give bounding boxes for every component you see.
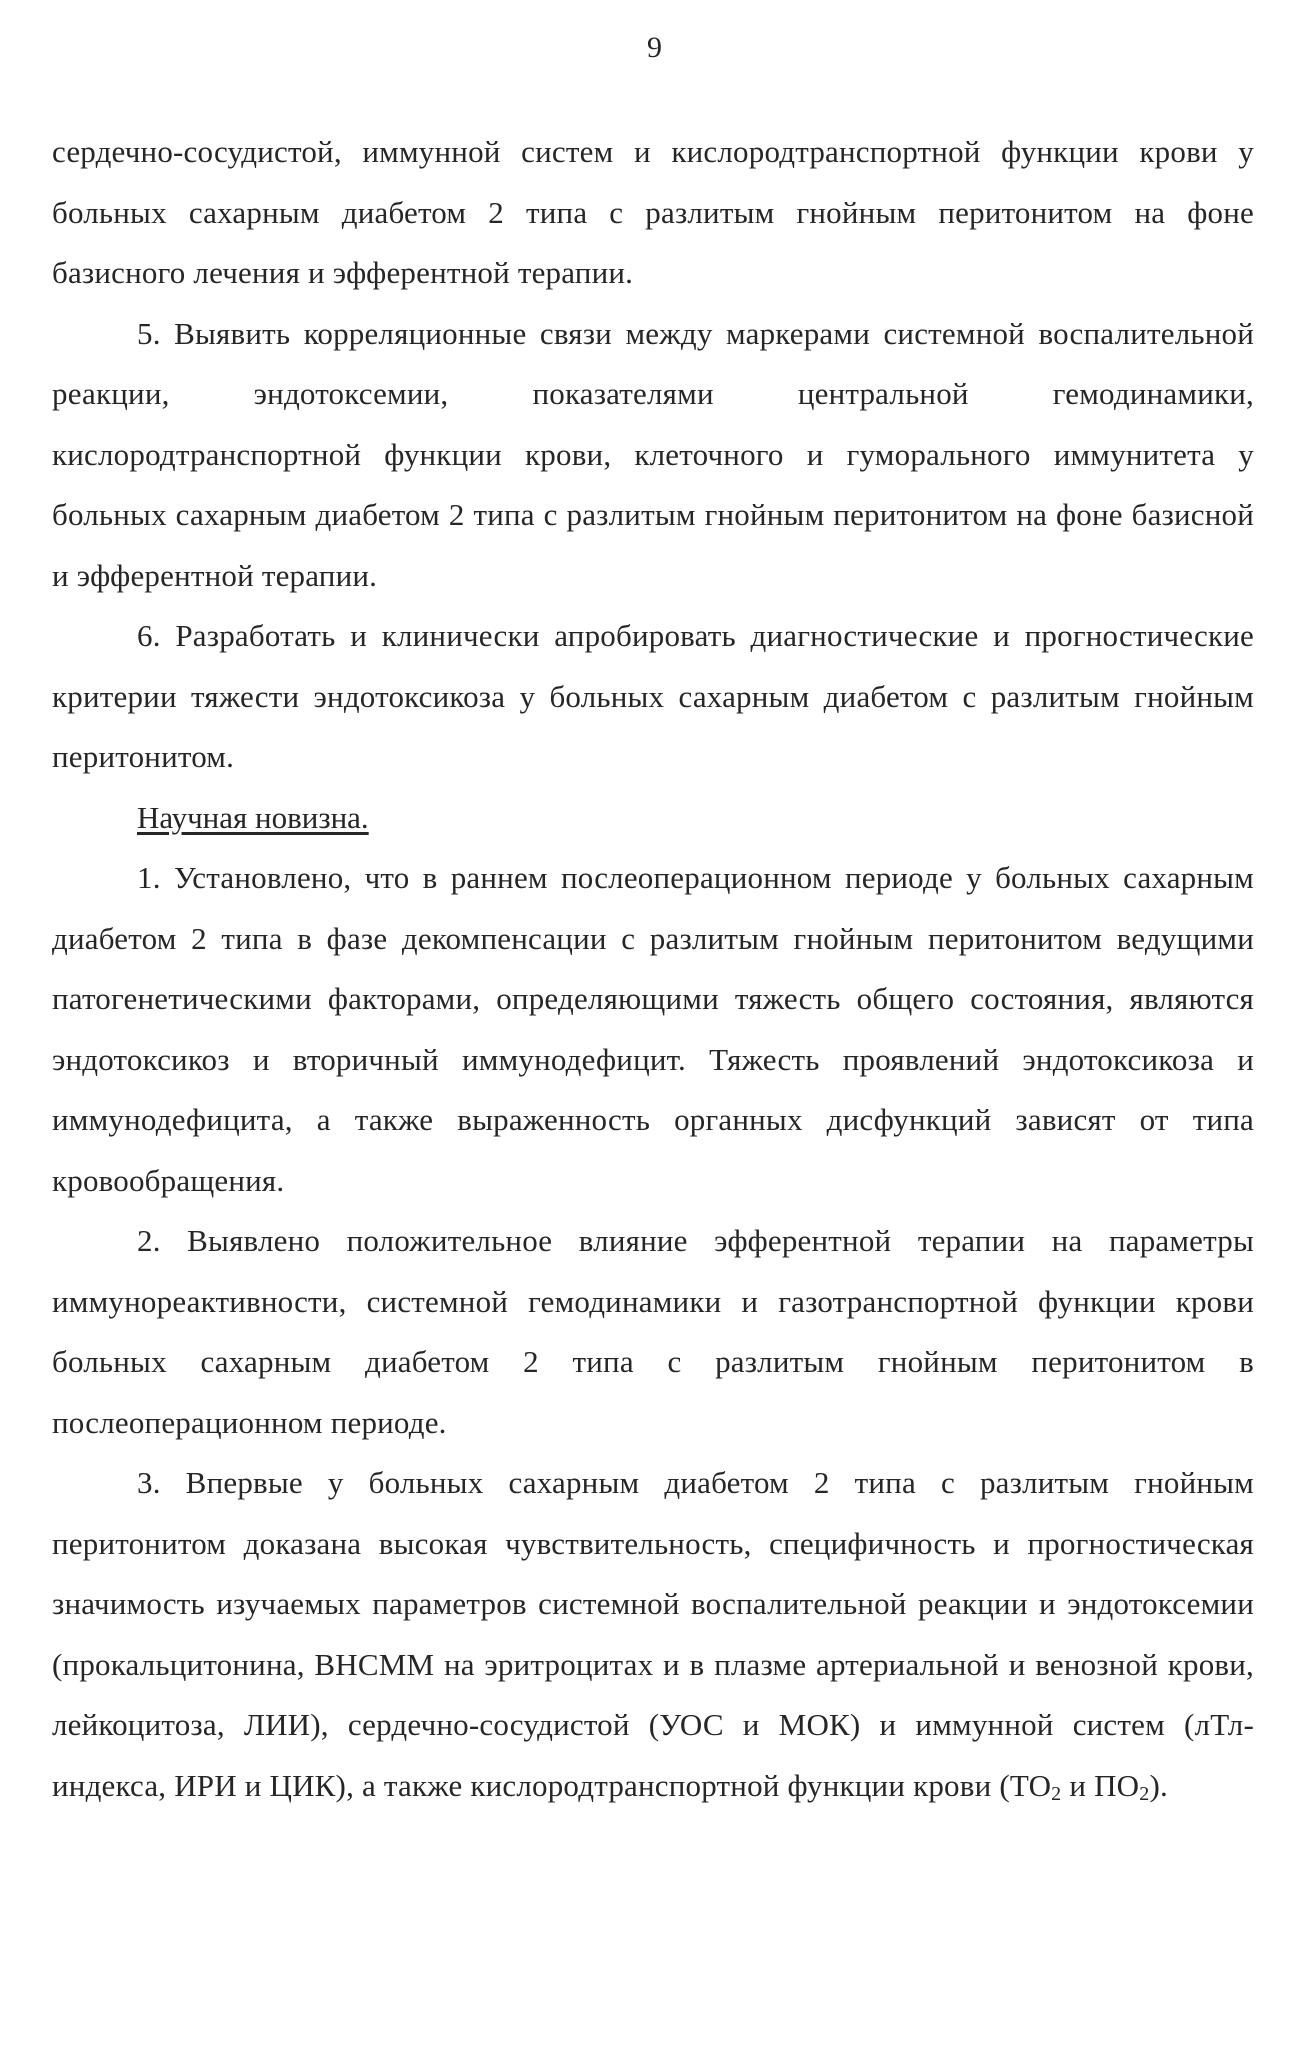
subscript-2: 2	[1051, 1782, 1062, 1805]
subscript-2: 2	[1139, 1782, 1150, 1805]
page-number: 9	[647, 31, 662, 64]
paragraph-task-5: 5. Выявить корреляционные связи между маркерами системной воспалительной реакции, эндотоксемии, показателями центральной гемодинамики, кислородтранспортной функции крови, клеточного и гуморального иммунитета у больных сахарным диабетом 2 типа с разлитым гнойным перитонитом на фоне базисной и эфферентной терапии.	[52, 315, 1254, 593]
paragraph-novelty-3	[52, 1453, 1254, 1816]
paragraph-task-6: 6. Разработать и клинически апробировать диагностические и прогностические критерии тяжести эндотоксикоза у больных сахарным диабетом с разлитым гнойным перитонитом.	[52, 618, 1254, 774]
paragraph-novelty-1: 1. Установлено, что в раннем послеоперационном периоде у больных сахарным диабетом 2 типа в фазе декомпенсации с разлитым гнойным перитонитом ведущими патогенетическими факторами, определяющими тяжесть общего состояния, являются эндотоксикоз и вторичный иммунодефицит. Тяжесть проявлений эндотоксикоза и иммунодефицита, а также выраженность органных дисфункций зависят от типа кровообращения.	[52, 860, 1254, 1198]
paragraph-novelty-2: 2. Выявлено положительное влияние эфферентной терапии на параметры иммунореактивности, системной гемодинамики и газотранспортной функции крови больных сахарным диабетом 2 типа с разлитым гнойным перитонитом в послеоперационном периоде.	[52, 1223, 1254, 1440]
novelty-3-text: 3. Впервые у больных сахарным диабетом 2 типа с разлитым гнойным перитонитом доказана высокая чувствительность, специфичность и прогностическая значимость изучаемых параметров системной воспалительной реакции и эндотоксемии (прокальцитонина, ВНСММ на эритроцитах и в плазме артериальной и венозной крови, лейкоцитоза, ЛИИ), сердечно-сосудистой (УОС и МОК) и иммунной систем (лТл-индекса, ИРИ и ЦИК), а также кислородтранспортной функции крови (ТО	[52, 1465, 1254, 1803]
document-body	[52, 122, 1254, 1816]
paragraph-continuation: сердечно-сосудистой, иммунной систем и кислородтранспортной функции крови у больных сахарным диабетом 2 типа с разлитым гнойным перитонитом на фоне базисного лечения и эфферентной терапии.	[52, 134, 1254, 290]
section-heading-novelty	[52, 788, 1254, 849]
novelty-3-text-mid: и ПО	[1061, 1767, 1140, 1803]
section-heading-novelty-text: Научная новизна.	[137, 799, 369, 835]
novelty-3-text-end: ).	[1149, 1767, 1168, 1803]
